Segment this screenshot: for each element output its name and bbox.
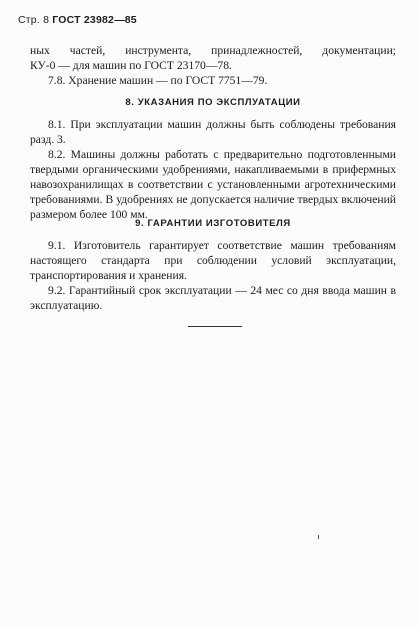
section-7-continuation — [30, 43, 396, 88]
section-8-body — [30, 117, 396, 222]
continuation-line-2: КУ-0 — для машин по ГОСТ 23170—78. — [30, 59, 232, 72]
item-7-8: 7.8. Хранение машин — по ГОСТ 7751—79. — [48, 74, 268, 87]
section-9-body — [30, 238, 396, 313]
standard-code: ГОСТ 23982—85 — [52, 14, 137, 26]
section-9-heading: 9. ГАРАНТИИ ИЗГОТОВИТЕЛЯ — [135, 218, 291, 229]
item-9-2: 9.2. Гарантийный срок эксплуатации — 24 мес со дня ввода машин в эксплуатацию. — [30, 284, 396, 312]
page-number: Стр. 8 — [18, 14, 50, 26]
item-8-1: 8.1. При эксплуатации машин должны быть соблюдены требования разд. 3. — [30, 118, 396, 146]
continuation-line-1: ных частей, инструмента, принадлежностей, документации; — [30, 44, 396, 57]
item-9-1: 9.1. Изготовитель гарантирует соответствие машин требованиям настоящего стандарта при соблюдении условий эксплуатации, транспортирования и хранения. — [30, 239, 396, 282]
page-header — [18, 14, 137, 26]
item-8-2: 8.2. Машины должны работать с предварительно подготовленными твердыми органическими удобрениями, накапливаемыми в прифермных навозохранилищах в соответствии с установленными агротехническими требованиями. В удобрениях не допускается наличие твердых включений размером более 100 мм. — [30, 148, 396, 221]
end-rule — [188, 326, 242, 327]
scan-mark — [318, 535, 319, 539]
section-8-heading: 8. УКАЗАНИЯ ПО ЭКСПЛУАТАЦИИ — [125, 97, 301, 108]
